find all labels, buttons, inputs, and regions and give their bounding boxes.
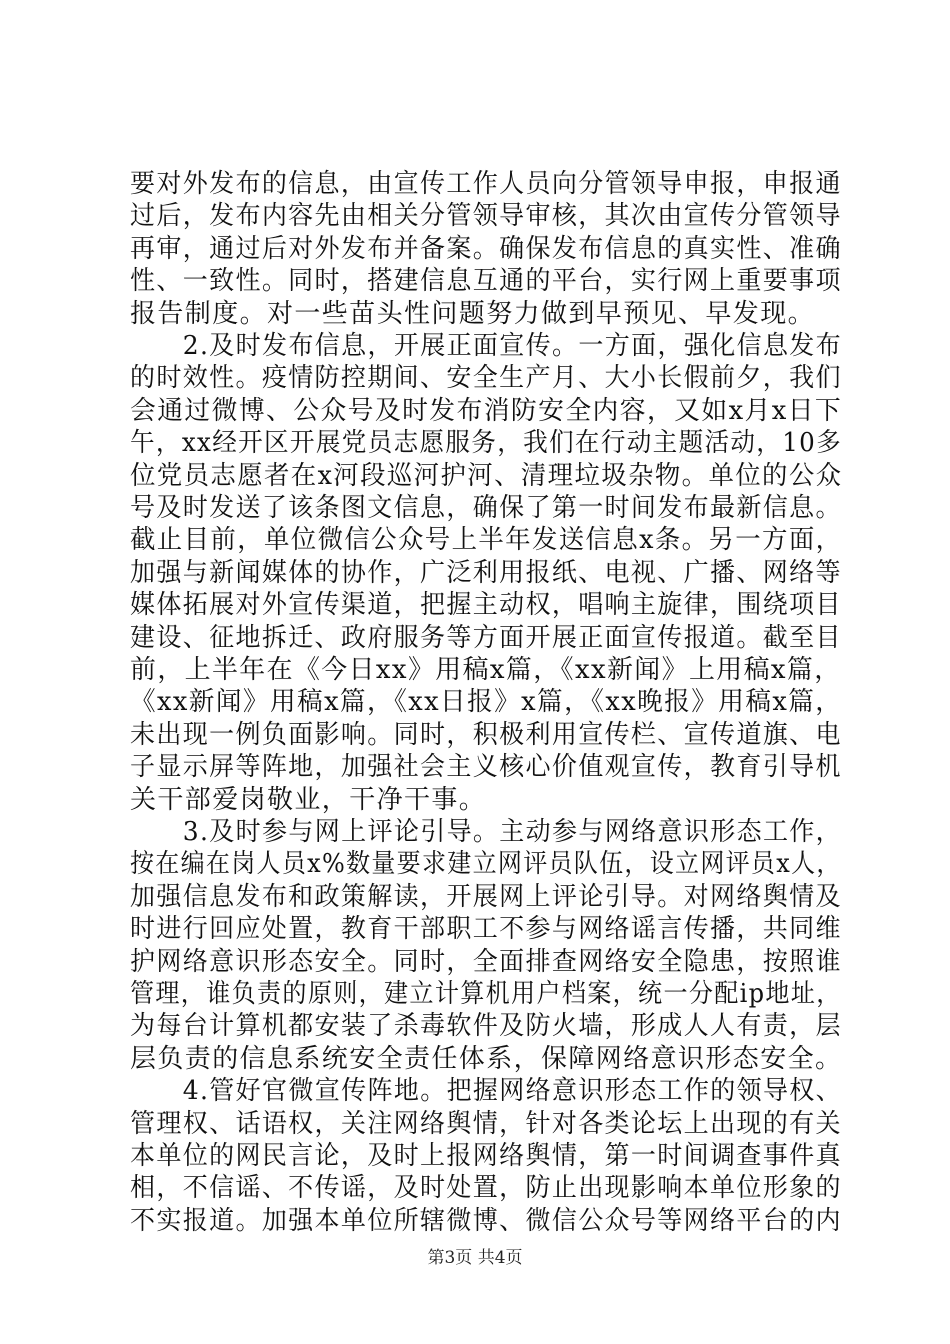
text-line: 截止目前，单位微信公众号上半年发送信息x条。另一方面， [130, 525, 843, 556]
text-line: 位党员志愿者在x河段巡河护河、清理垃圾杂物。单位的公众 [130, 460, 843, 491]
text-line: 午，xx经开区开展党员志愿服务，我们在行动主题活动，10多 [130, 428, 843, 459]
text-line: 管理，谁负责的原则，建立计算机用户档案，统一分配ip地址， [130, 979, 842, 1009]
text-line: 不实报道。加强本单位所辖微博、微信公众号等网络平台的内 [130, 1205, 842, 1236]
text-line: 要对外发布的信息，由宣传工作人员向分管领导申报，申报通 [130, 169, 842, 199]
text-line: 按在编在岗人员x%数量要求建立网评员队伍，设立网评员x人， [130, 849, 842, 880]
text-line: 加强信息发布和政策解读，开展网上评论引导。对网络舆情及 [130, 881, 842, 912]
text-line: 的时效性。疫情防控期间、安全生产月、大小长假前夕，我们 [130, 363, 842, 394]
text-line: 为每台计算机都安装了杀毒软件及防火墙，形成人人有责，层 [130, 1011, 842, 1042]
text-line: 报告制度。对一些苗头性问题努力做到早预见、早发现。 [130, 298, 816, 329]
text-line: 加强与新闻媒体的协作，广泛利用报纸、电视、广播、网络等 [130, 557, 842, 588]
text-line: 4.管好官微宣传阵地。把握网络意识形态工作的领导权、 [130, 1076, 843, 1107]
text-line: 2.及时发布信息，开展正面宣传。一方面，强化信息发布 [130, 331, 843, 361]
text-line: 过后，发布内容先由相关分管领导审核，其次由宣传分管领导 [130, 201, 842, 232]
text-line: 本单位的网民言论，及时上报网络舆情，第一时间调查事件真 [130, 1141, 842, 1171]
text-line: 再审，通过后对外发布并备案。确保发布信息的真实性、准确 [130, 233, 842, 264]
text-line: 性、一致性。同时，搭建信息互通的平台，实行网上重要事项 [130, 266, 842, 297]
text-line: 关干部爱岗敬业，干净干事。 [130, 784, 487, 815]
text-line: 号及时发送了该条图文信息，确保了第一时间发布最新信息。 [130, 493, 842, 523]
text-line: 前，上半年在《今日xx》用稿x篇，《xx新闻》上用稿x篇， [130, 655, 842, 685]
text-line: 3.及时参与网上评论引导。主动参与网络意识形态工作， [130, 817, 843, 847]
text-line: 媒体拓展对外宣传渠道，把握主动权，唱响主旋律，围绕项目 [130, 590, 842, 621]
text-line: 相，不信谣、不传谣，及时处置，防止出现影响本单位形象的 [130, 1173, 842, 1204]
text-line: 《xx新闻》用稿x篇，《xx日报》x篇，《xx晚报》用稿x篇， [130, 687, 843, 718]
text-line: 子显示屏等阵地，加强社会主义核心价值观宣传，教育引导机 [130, 752, 842, 783]
page-footer: 第3页 共4页 [427, 1248, 523, 1268]
text-line: 会通过微博、公众号及时发布消防安全内容，又如x月x日下 [130, 395, 843, 426]
text-line: 护网络意识形态安全。同时，全面排查网络安全隐患，按照谁 [130, 946, 842, 977]
text-line: 时进行回应处置，教育干部职工不参与网络谣言传播，共同维 [130, 914, 842, 945]
text-line: 管理权、话语权，关注网络舆情，针对各类论坛上出现的有关 [130, 1108, 842, 1139]
text-line: 未出现一例负面影响。同时，积极利用宣传栏、宣传道旗、电 [130, 719, 842, 750]
text-line: 层负责的信息系统安全责任体系，保障网络意识形态安全。 [130, 1043, 843, 1074]
text-line: 建设、征地拆迁、政府服务等方面开展正面宣传报道。截至目 [130, 622, 842, 653]
